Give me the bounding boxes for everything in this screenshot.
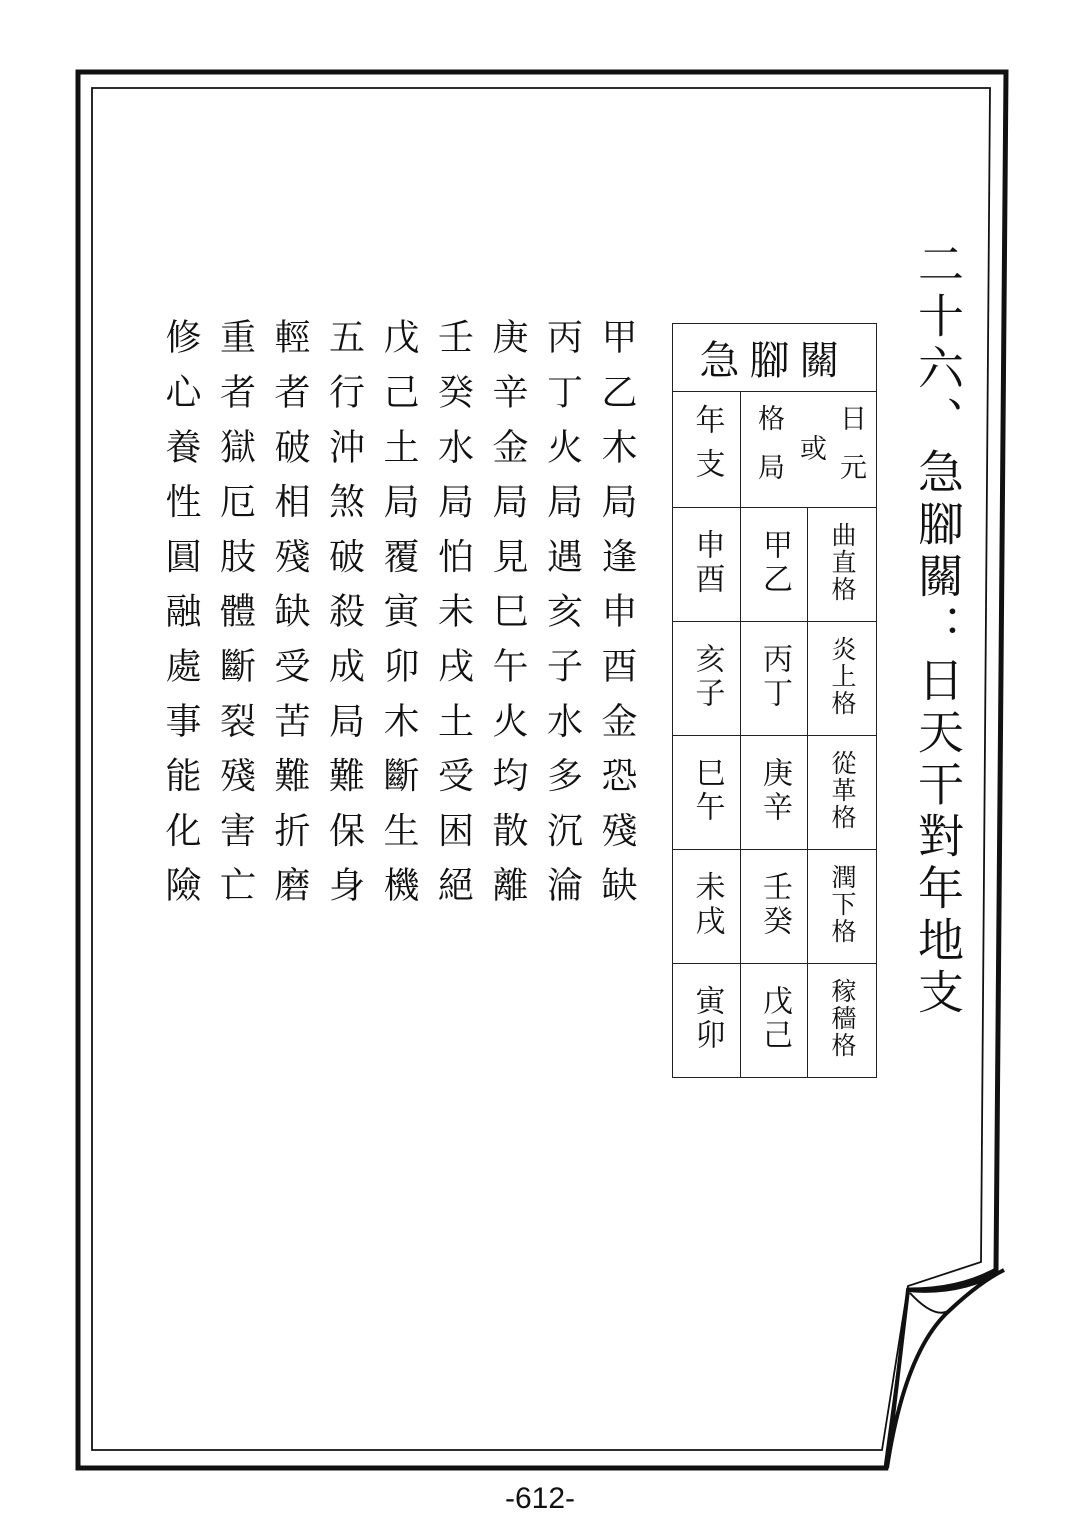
day-stem-cell: 壬癸: [757, 870, 792, 939]
table-title: 急腳關: [673, 324, 877, 392]
header-pattern-day-master: [741, 392, 877, 508]
jijiaoguan-table: [672, 323, 877, 1078]
year-branch-cell: 寅卯: [689, 984, 725, 1053]
header-or: 或: [795, 434, 826, 483]
poem-line: 戊己土局覆寅卯木斷生機: [378, 318, 419, 921]
poem-line: 甲乙木局逢申酉金恐殘缺: [596, 318, 637, 921]
header-year-branch: 年支: [673, 392, 741, 508]
table-row: [673, 508, 877, 622]
pattern-cell: 稼穡格: [828, 978, 857, 1059]
pattern-cell: 潤下格: [828, 864, 857, 945]
header-pattern: 格局: [753, 404, 784, 502]
page-number: -612-: [504, 1482, 576, 1515]
pattern-cell: 炎上格: [828, 636, 857, 717]
page-title: 二十六、急腳關：日天干對年地支: [911, 240, 965, 1020]
day-stem-cell: 庚辛: [757, 756, 792, 825]
table-row: [673, 622, 877, 736]
year-branch-cell: 巳午: [689, 756, 725, 825]
year-branch-cell: 申酉: [689, 528, 725, 597]
poem-line: 修心養性圓融處事能化險: [160, 318, 201, 921]
poem-line: 重者獄厄肢體斷裂殘害亡: [214, 318, 256, 921]
year-branch-cell: 亥子: [689, 642, 725, 711]
poem-line: 庚辛金局見巳午火均散離: [487, 318, 528, 921]
day-stem-cell: 戊己: [757, 984, 792, 1053]
poem-text: [143, 318, 643, 921]
poem-line: 壬癸水局怕未戌土受困絕: [432, 318, 474, 921]
table-row: [673, 736, 877, 850]
year-branch-cell: 未戌: [689, 870, 725, 939]
day-stem-cell: 甲乙: [757, 528, 792, 597]
poem-line: 輕者破相殘缺受苦難折磨: [269, 318, 310, 921]
poem-line: 丙丁火局遇亥子水多沉淪: [541, 318, 583, 921]
pattern-cell: 從革格: [828, 750, 857, 831]
day-stem-cell: 丙丁: [757, 642, 792, 711]
pattern-cell: 曲直格: [828, 522, 857, 603]
table-row: [673, 964, 877, 1078]
table-row: [673, 850, 877, 964]
header-day-master: 日元: [835, 404, 867, 502]
poem-line: 五行沖煞破殺成局難保身: [323, 318, 365, 921]
